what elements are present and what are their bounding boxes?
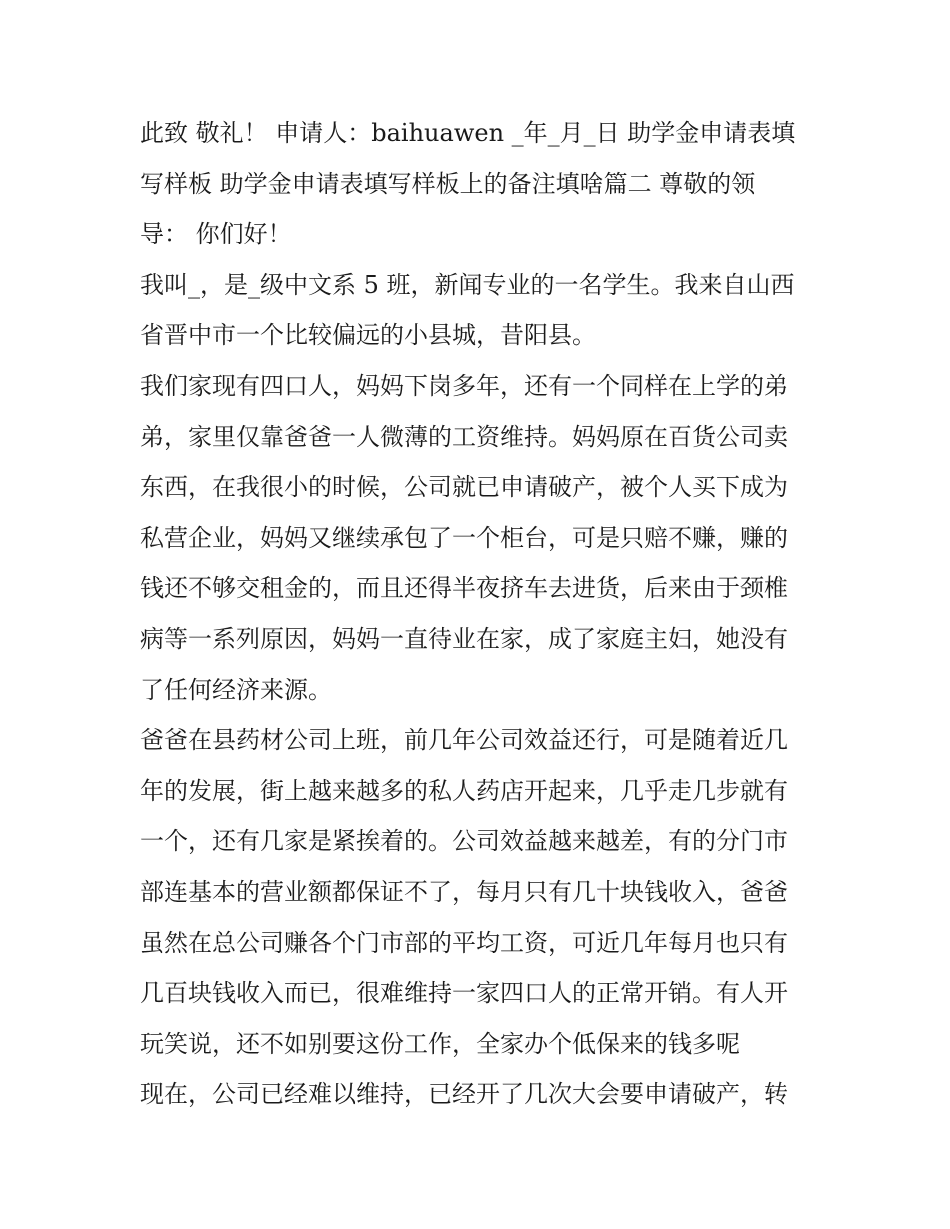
text-line: 病等一系列原因，妈妈一直待业在家，成了家庭主妇，她没有 (140, 624, 788, 653)
paragraph-family (140, 361, 812, 715)
text-line: 爸爸在县药材公司上班，前几年公司效益还行，可是随着近几 (140, 726, 788, 755)
text-line: 现在，公司已经难以维持，已经开了几次大会要申请破产，转 (140, 1080, 788, 1109)
text-line: 私营企业，妈妈又继续承包了一个柜台，可是只赔不赚，赚的 (140, 523, 788, 552)
paragraph-introduction (140, 260, 812, 361)
text-line: 几百块钱收入而已，很难维持一家四口人的正常开销。有人开 (140, 979, 788, 1008)
paragraph-father (140, 715, 812, 1069)
text-line: 玩笑说，还不如别要这份工作，全家办个低保来的钱多呢 (140, 1029, 740, 1058)
text-line: 一个，还有几家是紧挨着的。公司效益越来越差，有的分门市 (140, 827, 788, 856)
text-line: 虽然在总公司赚各个门市部的平均工资，可近几年每月也只有 (140, 928, 788, 957)
paragraph-closing (140, 108, 812, 260)
text-line: 弟，家里仅靠爸爸一人微薄的工资维持。妈妈原在百货公司卖 (140, 422, 788, 451)
text-line: 了任何经济来源。 (140, 675, 332, 704)
text-line: 导： 你们好！ (140, 220, 292, 249)
text-line: 年的发展，街上越来越多的私人药店开起来，几乎走几步就有 (140, 776, 788, 805)
text-line: 省晋中市一个比较偏远的小县城，昔阳县。 (140, 321, 596, 350)
text-line: 部连基本的营业额都保证不了，每月只有几十块钱收入，爸爸 (140, 877, 788, 906)
paragraph-current-situation (140, 1069, 812, 1120)
text-line: 钱还不够交租金的，而且还得半夜挤车去进货，后来由于颈椎 (140, 574, 788, 603)
document-body (140, 108, 812, 1120)
text-line: 写样板 助学金申请表填写样板上的备注填啥篇二 尊敬的领 (140, 169, 756, 198)
text-line: 此致 敬礼！ 申请人：baihuawen _年_月_日 助学金申请表填 (140, 119, 796, 147)
text-line: 东西，在我很小的时候，公司就已申请破产，被个人买下成为 (140, 473, 788, 502)
text-line: 我们家现有四口人，妈妈下岗多年，还有一个同样在上学的弟 (140, 371, 788, 400)
text-line: 我叫_，是_级中文系 5 班，新闻专业的一名学生。我来自山西 (140, 270, 795, 299)
